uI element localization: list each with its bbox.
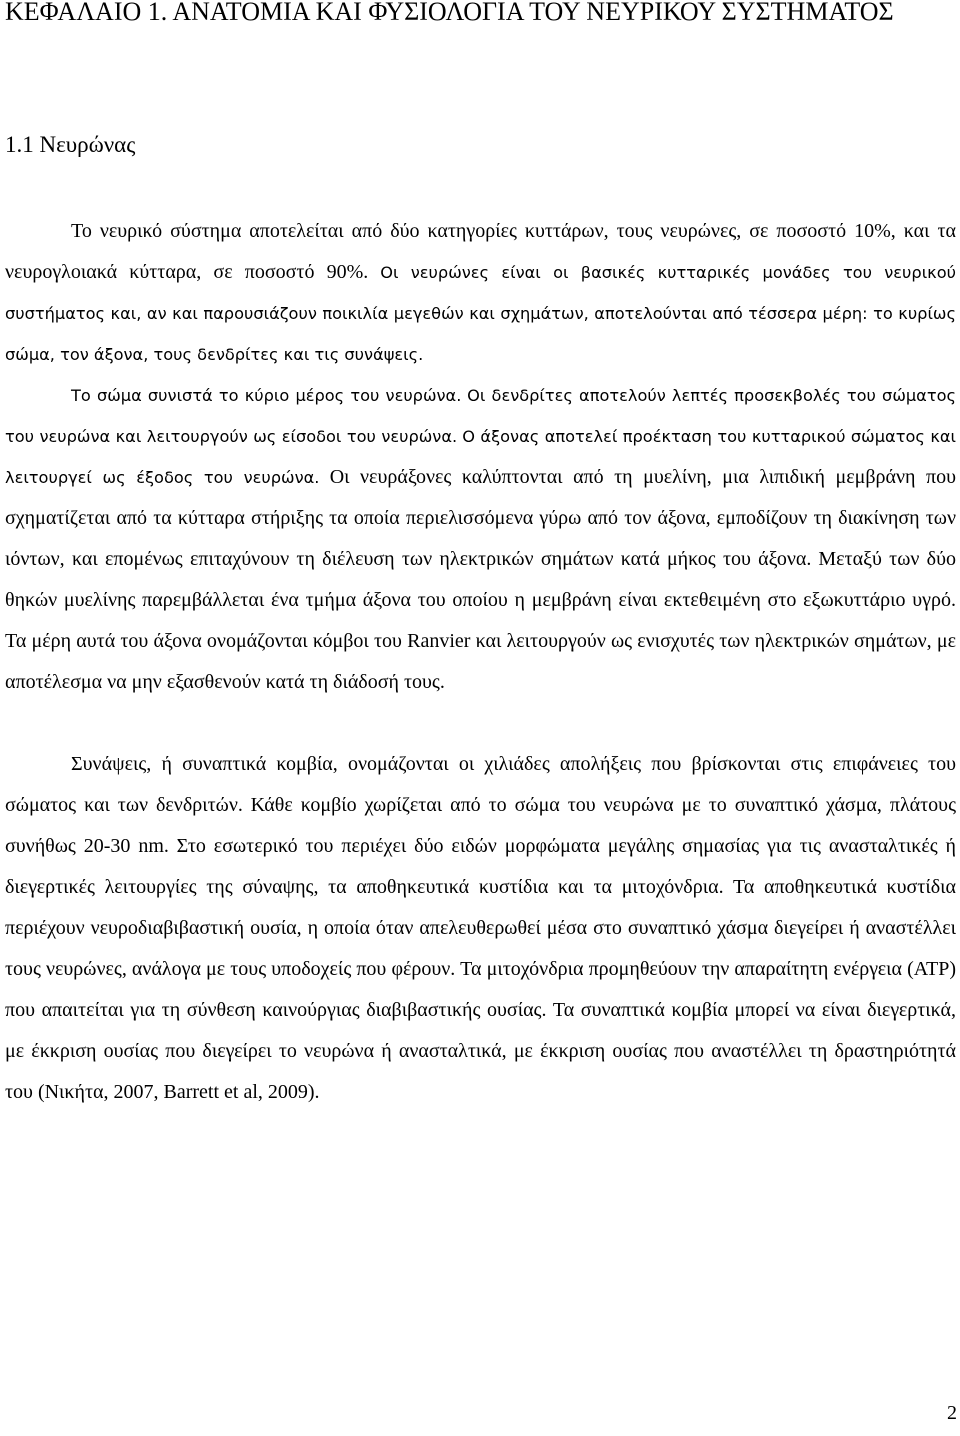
sentence: Το σώμα συνιστά το κύριο μέρος του νευρώνα. xyxy=(71,386,462,405)
sentence: Τα αποθηκευτικά κυστίδια περιέχουν νευροδιαβιβαστική ουσία, η οποία όταν απελευθερωθεί μέσα στο συναπτικό χάσμα διεγείρει ή αναστέλλει τους νευρώνες, ανάλογα με τους υποδοχείς που φέρουν. xyxy=(5,876,957,980)
paragraph-2 xyxy=(5,744,956,1113)
section-title: 1.1 Νευρώνας xyxy=(5,132,136,157)
sentence: Συνάψεις, ή συναπτικά κομβία, ονομάζονται οι χιλιάδες απολήξεις που βρίσκονται στις επιφάνειες του σώματος και των δενδριτών. xyxy=(5,753,956,816)
chapter-title: ΚΕΦΑΛΑΙΟ 1. ΑΝΑΤΟΜΙΑ ΚΑΙ ΦΥΣΙΟΛΟΓΙΑ ΤΟΥ ΝΕΥΡΙΚΟΥ ΣΥΣΤΗΜΑΤΟΣ xyxy=(5,0,894,26)
sentence: Τα συναπτικά κομβία μπορεί να είναι διεγερτικά, με έκκριση ουσίας που διεγείρει το νευρώνα ή ανασταλτικά, με έκκριση ουσίας που αναστέλλει τη δραστηριότητά του (Νικήτα, 2007, Barrett et al, 2009). xyxy=(5,999,956,1103)
sentence: Ο άξονας αποτελεί προέκταση του κυτταρικού σώματος και λειτουργεί ως έξοδος του νευρώνα. xyxy=(5,427,957,487)
document-page xyxy=(5,0,956,1436)
sentence: Κάθε κομβίο χωρίζεται από το σώμα του νευρώνα με το συναπτικό χάσμα, πλάτους συνήθως 20-30 nm. xyxy=(5,794,957,857)
sentence: Τα μιτοχόνδρια προμηθεύουν την απαραίτητη ενέργεια (ATP) που απαιτείται για τη σύνθεση καινούργιας διαβιβαστικής ουσίας. xyxy=(5,958,956,1021)
page-number: 2 xyxy=(947,1402,957,1424)
sentence: Τα μέρη αυτά του άξονα ονομάζονται κόμβοι του Ranvier και λειτουργούν ως ενισχυτές των ηλεκτρικών σημάτων, με αποτέλεσμα να μην εξασθενούν κατά τη διάδοσή τους. xyxy=(5,630,956,693)
sentence: Οι νευρώνες είναι οι βασικές κυτταρικές μονάδες του νευρικού συστήματος και, αν και παρουσιάζουν ποικιλία μεγεθών και σχημάτων, αποτελούνται από τέσσερα μέρη: το κυρίως σώμα, τον άξονα, τους δενδρίτες και τις συνάψεις. xyxy=(5,263,956,364)
sentence: Μεταξύ των δύο θηκών μυελίνης παρεμβάλλεται ένα τμήμα άξονα του οποίου η μεμβράνη είναι εκτεθειμένη στο εξωκυττάριο υγρό. xyxy=(5,548,957,611)
paragraph-1 xyxy=(5,211,956,703)
sentence: Στο εσωτερικό του περιέχει δύο ειδών μορφώματα μεγάλης σημασίας για τις ανασταλτικές ή διεγερτικές λειτουργίες της σύναψης, τα αποθηκευτικά κυστίδια και τα μιτοχόνδρια. xyxy=(5,835,957,898)
sentence: Οι δενδρίτες αποτελούν λεπτές προσεκβολές του σώματος του νευρώνα και λειτουργούν ως είσοδοι του νευρώνα. xyxy=(5,386,956,446)
sentence: Οι νευράξονες καλύπτονται από τη μυελίνη, μια λιπιδική μεμβράνη που σχηματίζεται από τα κύτταρα στήριξης τα οποία περιελισσόμενα γύρω από τον άξονα, εμποδίζουν τη διακίνηση των ιόντων, και επομένως επιταχύνουν τη διέλευση των ηλεκτρικών σημάτων κατά μήκος του άξονα. xyxy=(5,466,956,570)
sentence: Το νευρικό σύστημα αποτελείται από δύο κατηγορίες κυττάρων, τους νευρώνες, σε ποσοστό 10%, και τα νευρογλοιακά κύτταρα, σε ποσοστό 90%. xyxy=(5,220,956,283)
